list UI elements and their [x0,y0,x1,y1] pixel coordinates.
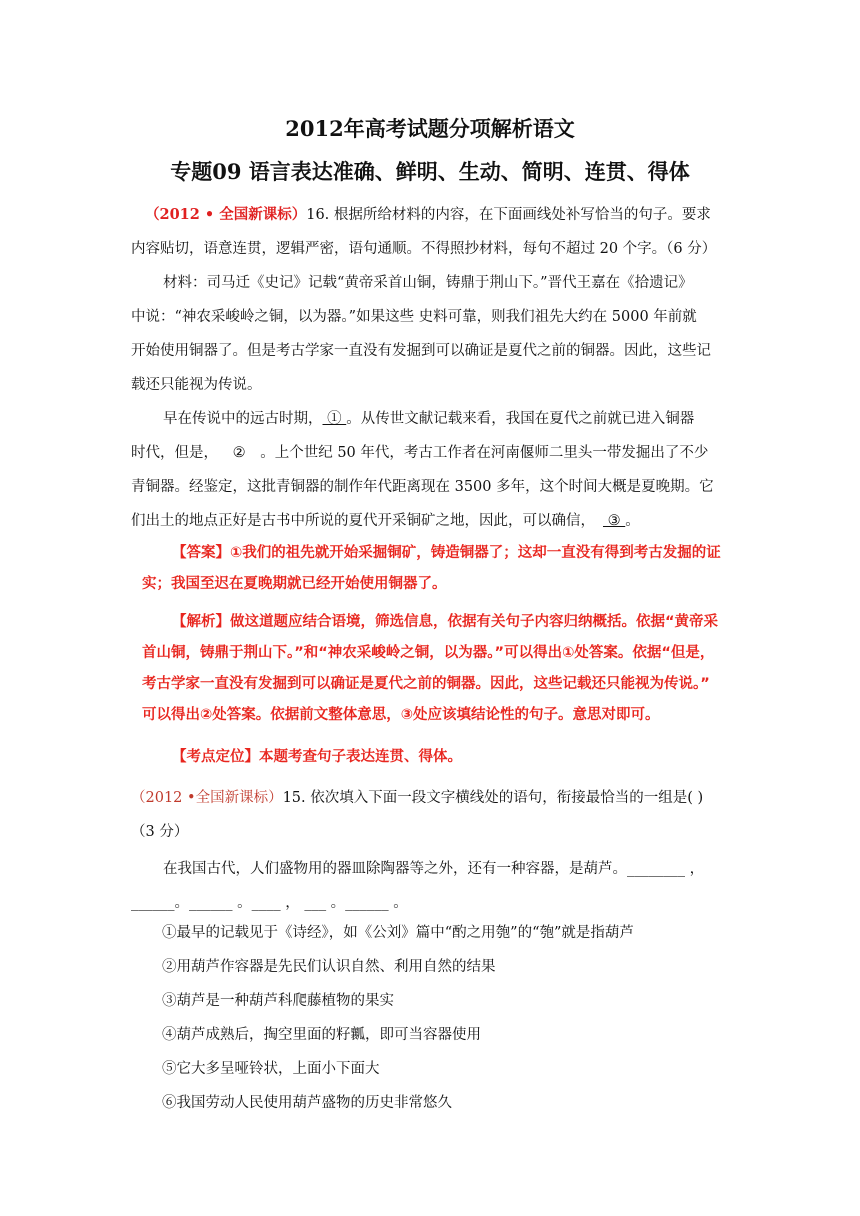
q16-passage [131,402,741,538]
material-line: 中说：“神农采峻岭之铜，以为器。”如果这些 史料可靠，则我们祖先大约在 5000 年前就 [131,309,697,325]
answer-label: 【答案】 [172,545,230,561]
q15-line-1 [131,781,751,815]
answer-line: 实；我国至迟在夏晚期就已经开始使用铜器了。 [142,576,447,592]
q15-score: （3 分） [131,824,189,840]
q15-source: （2012 •全国新课标） [131,790,283,806]
q16-source: （2012 • 全国新课标） [145,206,307,223]
q16-requirements: 内容贴切，语意连贯，逻辑严密，语句通顺。不得照抄材料，每句不超过 20 个字。（6 分） [131,241,717,257]
document-title: 2012年高考试题分项解析语文 [285,116,575,141]
kaodian-line [142,742,762,773]
blank-1: ① [322,411,347,427]
analysis-line: 可以得出②处答案。依据前文整体意思，③处应该填结论性的句子。意思对即可。 [142,707,660,723]
material-line: 开始使用铜器了。但是考古学家一直没有发掘到可以确证是夏代之前的铜器。因此，这些记 [131,343,711,359]
option-1: ①最早的记载见于《诗经》，如《公刘》篇中“酌之用匏”的“匏”就是指葫芦 [162,925,634,941]
passage-text: 。上个世纪 50 年代，考古工作者在河南偃师二里头一带发掘出了不少 [260,445,709,461]
option-4: ④葫芦成熟后，掏空里面的籽瓤，即可当容器使用 [162,1027,481,1043]
option-6: ⑥我国劳动人民使用葫芦盛物的历史非常悠久 [162,1095,452,1111]
passage-text: ， [685,861,705,877]
passage-text: 时代，但是， [131,445,218,461]
q15-blanks-line: ______。______ 。____ ， ___ 。______ 。 [131,895,408,911]
q15-options [162,916,634,1120]
passage-text: 们出土的地点正好是古书中所说的夏代开采铜矿之地，因此，可以确信， [131,513,595,529]
passage-text: 。 [625,513,640,529]
passage-line [131,436,741,470]
passage-line: 青铜器。经鉴定，这批青铜器的制作年代距离现在 3500 多年，这个时间大概是夏晚期。它 [131,479,714,495]
passage-line [131,402,741,436]
answer-line [142,538,762,569]
q15-prompt: 15. 依次填入下面一段文字横线处的语句，衔接最恰当的一组是( ) [282,790,704,806]
q15-passage-line [131,852,751,886]
kaodian-block [142,742,762,773]
passage-text: 在我国古代，人们盛物用的器皿除陶器等之外，还有一种容器，是葫芦。 [163,861,627,877]
option-2: ②用葫芦作容器是先民们认识自然、利用自然的结果 [162,959,496,975]
kaodian-label: 【考点定位】 [172,749,259,765]
q16-prompt: 16. 根据所给材料的内容，在下面画线处补写恰当的句子。要求 [306,207,711,223]
blank-2: ② [228,445,251,461]
analysis-line: 首山铜，铸鼎于荆山下。”和“神农采峻岭之铜，以为器。”可以得出①处答案。依据“但是， [142,645,715,661]
analysis-block [142,607,762,731]
analysis-label: 【解析】 [172,614,230,630]
question-16 [131,198,741,266]
q15-passage [131,852,751,920]
analysis-line [142,607,762,638]
material-line: 载还只能视为传说。 [131,377,262,393]
blank: ________ [627,861,685,877]
passage-text: 早在传说中的远古时期， [163,411,323,427]
q16-material [131,266,741,402]
kaodian-text: 本题考查句子表达连贯、得体。 [259,749,462,765]
passage-line [131,504,741,538]
blank-3: ③ [603,513,626,529]
answer-text: ①我们的祖先就开始采掘铜矿，铸造铜器了；这却一直没有得到考古发掘的证 [230,545,721,561]
q16-line-1 [131,198,741,232]
analysis-text: 做这道题应结合语境，筛选信息，依据有关句子内容归纳概括。依据“黄帝采 [230,614,719,630]
material-line: 材料：司马迁《史记》记载“黄帝采首山铜，铸鼎于荆山下。”晋代王嘉在《拾遗记》 [163,275,693,291]
option-5: ⑤它大多呈哑铃状，上面小下面大 [162,1061,380,1077]
document-subtitle: 专题09 语言表达准确、鲜明、生动、简明、连贯、得体 [170,159,690,184]
option-3: ③葫芦是一种葫芦科爬藤植物的果实 [162,993,394,1009]
answer-block [142,538,762,600]
analysis-line: 考古学家一直没有发掘到可以确证是夏代之前的铜器。因此，这些记载还只能视为传说。” [142,676,710,692]
passage-text: 。从传世文献记载来看，我国在夏代之前就已进入铜器 [346,411,695,427]
question-15 [131,781,751,849]
